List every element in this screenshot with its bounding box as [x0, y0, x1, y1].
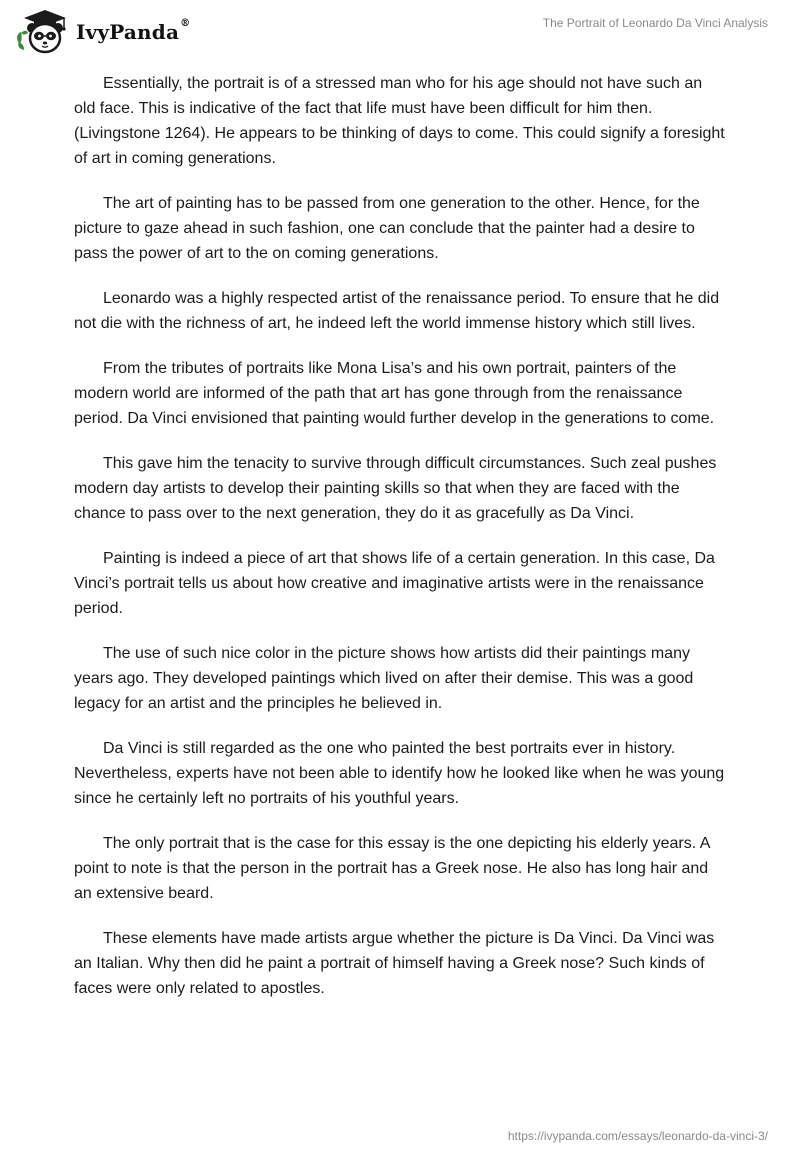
brand-name: IvyPanda — [76, 20, 180, 44]
paragraph: From the tributes of portraits like Mona Lisa’s and his own portrait, painters of the modern world are informed of the path that art has gone through from the renaissance period. Da Vinci envisioned that painting would further develop in the generations to come. — [74, 360, 715, 427]
paragraph: The only portrait that is the case for this essay is the one depicting his elderly years. A point to note is that the person in the portrait has a Greek nose. He also has long hair and an extensive beard. — [74, 835, 710, 902]
source-url[interactable]: https://ivypanda.com/essays/leonardo-da-vinci-3/ — [507, 1129, 768, 1143]
brand-wordmark — [76, 20, 190, 44]
paragraph: This gave him the tenacity to survive through difficult circumstances. Such zeal pushes modern day artists to develop their painting skills so that when they are faced with the chance to pass over to the next generation, they do it as gracefully as Da Vinci. — [74, 455, 717, 522]
document-title: The Portrait of Leonardo Da Vinci Analysis — [542, 16, 768, 30]
page-header — [0, 0, 800, 60]
paragraph: The art of painting has to be passed from one generation to the other. Hence, for the picture to gaze ahead in such fashion, one can conclude that the painter had a desire to pass the power of art to the on coming generations. — [74, 195, 700, 262]
paragraph: Da Vinci is still regarded as the one who painted the best portraits ever in history. Nevertheless, experts have not been able to identify how he looked like when he was young since he certainly left no portraits of his youthful years. — [74, 740, 725, 807]
paragraph: Essentially, the portrait is of a stressed man who for his age should not have such an old face. This is indicative of the fact that life must have been difficult for him then. (Livingstone 1264). He appears to be thinking of days to come. This could signify a foresight of art in coming generations. — [74, 75, 725, 167]
ivypanda-logo[interactable] — [14, 8, 214, 56]
paragraph: Leonardo was a highly respected artist of the renaissance period. To ensure that he did not die with the richness of art, he indeed left the world immense history which still lives. — [74, 290, 720, 332]
registered-mark: ® — [180, 18, 191, 29]
paragraph: The use of such nice color in the picture shows how artists did their paintings many years ago. They developed paintings which lived on after their demise. This was a good legacy for an artist and the principles he believed in. — [74, 645, 694, 712]
paragraph: These elements have made artists argue whether the picture is Da Vinci. Da Vinci was an Italian. Why then did he paint a portrait of himself having a Greek nose? Such kinds of faces were only related to apostles. — [74, 930, 715, 997]
paragraph: Painting is indeed a piece of art that shows life of a certain generation. In this case, Da Vinci’s portrait tells us about how creative and imaginative artists were in the renaissance period. — [74, 550, 715, 617]
panda-graduate-icon — [14, 8, 76, 56]
essay-body — [74, 71, 726, 1021]
